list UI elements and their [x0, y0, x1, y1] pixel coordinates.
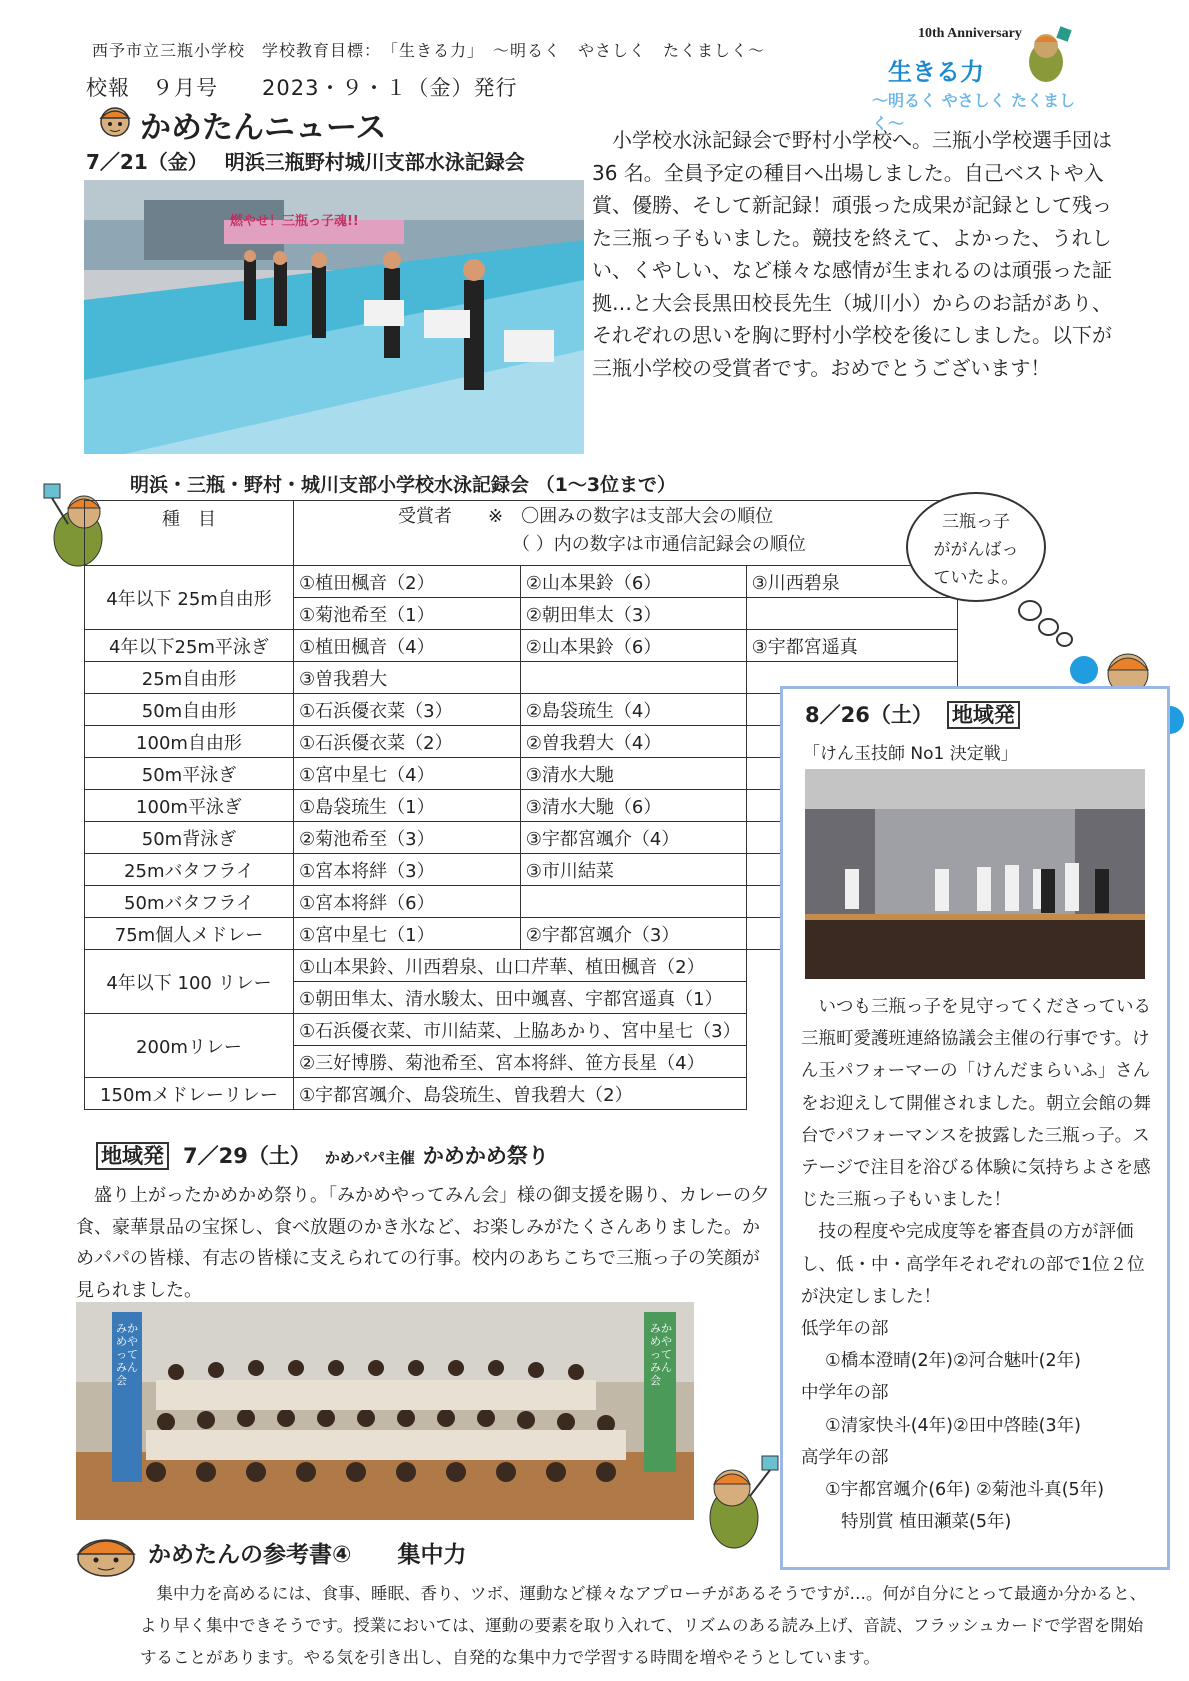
kendama-tag: 地域発	[947, 701, 1020, 729]
mascot-icon	[1018, 26, 1076, 88]
brand-title: 生きる力	[888, 58, 984, 86]
winner-cell: ①宮本将絆（6）	[294, 886, 521, 918]
news-title: かめたんニュース	[140, 110, 387, 146]
winner-cell: ②曽我碧大（4）	[520, 726, 746, 758]
winners-cell: ①朝田隼太、清水駿太、田中颯喜、宇都宮遥真（1）	[294, 982, 747, 1014]
results-header-row	[85, 501, 958, 566]
stage-scene	[805, 769, 1145, 979]
event-cell: 50mバタフライ	[85, 886, 294, 918]
reference-body: 集中力を高めるには、食事、睡眠、香り、ツボ、運動など様々なアプローチがあるそうですが…。何が自分にとって最適か分かると、より早く集中できそうです。授業においては、運動の要素を取り入れて、リズムのある読み上げ、音読、フラッシュカードで学習を開始することがあります。やる気を引き出し、自発的な集中力で学習する時間を増やそうとしています。	[140, 1584, 1147, 1667]
winners-header-line2: （ ）内の数字は市通信記録会の順位	[512, 534, 806, 555]
swim-event-heading	[86, 146, 525, 175]
table-row	[85, 566, 958, 598]
festival-heading	[96, 1140, 549, 1170]
winner-cell: ②宇都宮颯介（3）	[520, 918, 746, 950]
group-scene	[76, 1302, 694, 1520]
winner-cell: ②菊池希至（3）	[294, 822, 521, 854]
table-row	[85, 630, 958, 662]
event-cell: 150mメドレーリレー	[85, 1078, 294, 1110]
low-grade-heading: 低学年の部	[801, 1319, 889, 1340]
special-award: 特別賞 植田瀬菜(5年)	[841, 1512, 1012, 1533]
winners-cell: ①石浜優衣菜、市川結菜、上脇あかり、宮中星七（3）	[294, 1014, 747, 1046]
winner-cell: ①菊池希至（1）	[294, 598, 521, 630]
event-cell: 100m平泳ぎ	[85, 790, 294, 822]
festival-host: かめパパ主催	[324, 1149, 415, 1167]
event-cell: 75m個人メドレー	[85, 918, 294, 950]
col-winners-header	[294, 501, 958, 566]
swim-meet-photo	[84, 180, 584, 454]
kendama-body	[801, 991, 1161, 1538]
festival-name: かめかめ祭り	[422, 1144, 549, 1168]
mascot-flag-icon	[690, 1452, 786, 1556]
winner-cell: ③宇都宮颯介（4）	[520, 822, 746, 854]
winner-cell: ①石浜優衣菜（3）	[294, 694, 521, 726]
kendama-paragraph-1: いつも三瓶っ子を見守ってくださっている三瓶町愛護班連絡協議会主催の行事です。けん玉パフォーマーの「けんだまらいふ」さんをお迎えして開催されました。朝立会館の舞台でパフォーマンスを披露した三瓶っ子。ステージで注目を浴びる体験に気持ちよさを感じた三瓶っ子もいました！	[801, 997, 1151, 1211]
high-grade-winners: ①宇都宮颯介(6年) ②菊池斗真(5年)	[825, 1480, 1105, 1501]
kendama-title: 「けん玉技師 No1 決定戦」	[803, 744, 1018, 764]
kametan-face-icon	[70, 1528, 142, 1578]
bubble-line: ががんばっ	[933, 540, 1019, 560]
bubble-dot	[1018, 600, 1042, 621]
high-grade-heading: 高学年の部	[801, 1447, 889, 1468]
event-cell: 25m自由形	[85, 662, 294, 694]
event-cell: 25mバタフライ	[85, 854, 294, 886]
winner-cell: ①宮本将絆（3）	[294, 854, 521, 886]
winner-cell: ②山本果鈴（6）	[520, 566, 746, 598]
winners-header-line1: 受賞者 ※ 〇囲みの数字は支部大会の順位	[398, 506, 774, 527]
winners-cell: ②三好博勝、菊池希至、宮本将絆、笹方長星（4）	[294, 1046, 747, 1078]
festival-banner-right: みかめやってみん会	[650, 1322, 672, 1387]
kendama-article	[780, 686, 1170, 1570]
winner-cell: ①宮中星七（1）	[294, 918, 521, 950]
event-cell: 50m自由形	[85, 694, 294, 726]
winner-cell: ③川西碧泉	[746, 566, 957, 598]
mid-grade-winners: ①清家快斗(4年)②田中啓睦(3年)	[825, 1415, 1081, 1436]
festival-group-photo	[76, 1302, 694, 1520]
swim-event-name: 明浜三瓶野村城川支部水泳記録会	[224, 150, 525, 174]
event-cell: 4年以下25m平泳ぎ	[85, 630, 294, 662]
photo-banner: 燃やせ！三瓶っ子魂!!	[230, 214, 359, 229]
event-cell: 50m平泳ぎ	[85, 758, 294, 790]
winner-cell: ②朝田隼太（3）	[520, 598, 746, 630]
reference-title: かめたんの参考書④ 集中力	[148, 1542, 467, 1568]
winner-cell: ③市川結菜	[520, 854, 746, 886]
school-header: 西予市立三瓶小学校 学校教育目標： 「生きる力」 ～明るく やさしく たくましく～	[92, 41, 766, 60]
winner-cell: ①石浜優衣菜（2）	[294, 726, 521, 758]
kendama-date: 8／26（土）	[805, 703, 933, 727]
brand-subtitle: ～明るく やさしく たくましく～	[872, 91, 1076, 133]
swim-event-date: 7／21（金）	[86, 150, 208, 174]
kendama-photo	[805, 769, 1145, 979]
festival-body: 盛り上がったかめかめ祭り。「みかめやってみん会」様の御支援を賜り、カレーの夕食、豪華景品の宝探し、食べ放題のかき氷など、お楽しみがたくさんありました。かめパパの皆様、有志の皆様に支えられての行事。校内のあちこちで三瓶っ子の笑顔が見られました。	[76, 1185, 769, 1301]
event-cell: 4年以下 100 リレー	[85, 950, 294, 1014]
winner-cell: ①植田楓音（2）	[294, 566, 521, 598]
event-cell: 100m自由形	[85, 726, 294, 758]
kendama-paragraph-2: 技の程度や完成度等を審査員の方が評価し、低・中・高学年それぞれの部で1位２位が決定しました！	[801, 1222, 1145, 1307]
winners-cell: ①山本果鈴、川西碧泉、山口芹華、植田楓音（2）	[294, 950, 747, 982]
winner-cell: ③宇都宮遥真	[746, 630, 957, 662]
winners-cell: ①宇都宮颯介、島袋琉生、曽我碧大（2）	[294, 1078, 747, 1110]
issue-line: 校報 ９月号 2023・９・１（金）発行	[86, 76, 518, 100]
event-cell: 200mリレー	[85, 1014, 294, 1078]
winner-cell: ①植田楓音（4）	[294, 630, 521, 662]
anniversary-logo	[868, 22, 1078, 133]
anniversary-text: 10th Anniversary	[918, 26, 1022, 41]
festival-banner-left: みかめやってみん会	[116, 1322, 138, 1387]
festival-tag: 地域発	[96, 1142, 169, 1170]
winner-cell	[520, 662, 746, 694]
winner-cell	[520, 886, 746, 918]
mid-grade-heading: 中学年の部	[801, 1383, 889, 1404]
speech-bubble	[906, 492, 1046, 602]
bubble-dot	[1038, 618, 1059, 636]
col-event-header: 種 目	[85, 501, 294, 566]
winner-cell: ③清水大馳（6）	[520, 790, 746, 822]
swim-intro-text: 小学校水泳記録会で野村小学校へ。三瓶小学校選手団は 36 名。全員予定の種目へ出場しました。自己ベストや入賞、優勝、そして新記録！頑張った成果が記録として残った三瓶っ子もいました。競技を終えて、よかった、うれしい、くやしい、など様々な感情が生まれるのは頑張った証拠…と大会長黒田校長先生（城川小）からのお話があり、それぞれの思いを胸に野村小学校を後にしました。以下が三瓶小学校の受賞者です。おめでとうございます！	[592, 128, 1112, 380]
bubble-line: ていたよ。	[933, 568, 1019, 588]
winner-cell: ③曽我碧大	[294, 662, 521, 694]
festival-date: 7／29（土）	[183, 1144, 311, 1168]
results-title: 明浜・三瓶・野村・城川支部小学校水泳記録会 （1～3位まで）	[130, 474, 677, 496]
event-cell: 4年以下 25m自由形	[85, 566, 294, 630]
winner-cell: ③清水大馳	[520, 758, 746, 790]
winner-cell: ②山本果鈴（6）	[520, 630, 746, 662]
low-grade-winners: ①橋本澄晴(2年)②河合魅叶(2年)	[825, 1351, 1081, 1372]
bubble-line: 三瓶っ子	[942, 512, 1010, 532]
winner-cell	[746, 598, 957, 630]
winner-cell: ①島袋琉生（1）	[294, 790, 521, 822]
kendama-date-line	[805, 699, 1020, 729]
winner-cell: ②島袋琉生（4）	[520, 694, 746, 726]
winner-cell: ①宮中星七（4）	[294, 758, 521, 790]
kametan-face-icon	[96, 102, 134, 138]
event-cell: 50m背泳ぎ	[85, 822, 294, 854]
